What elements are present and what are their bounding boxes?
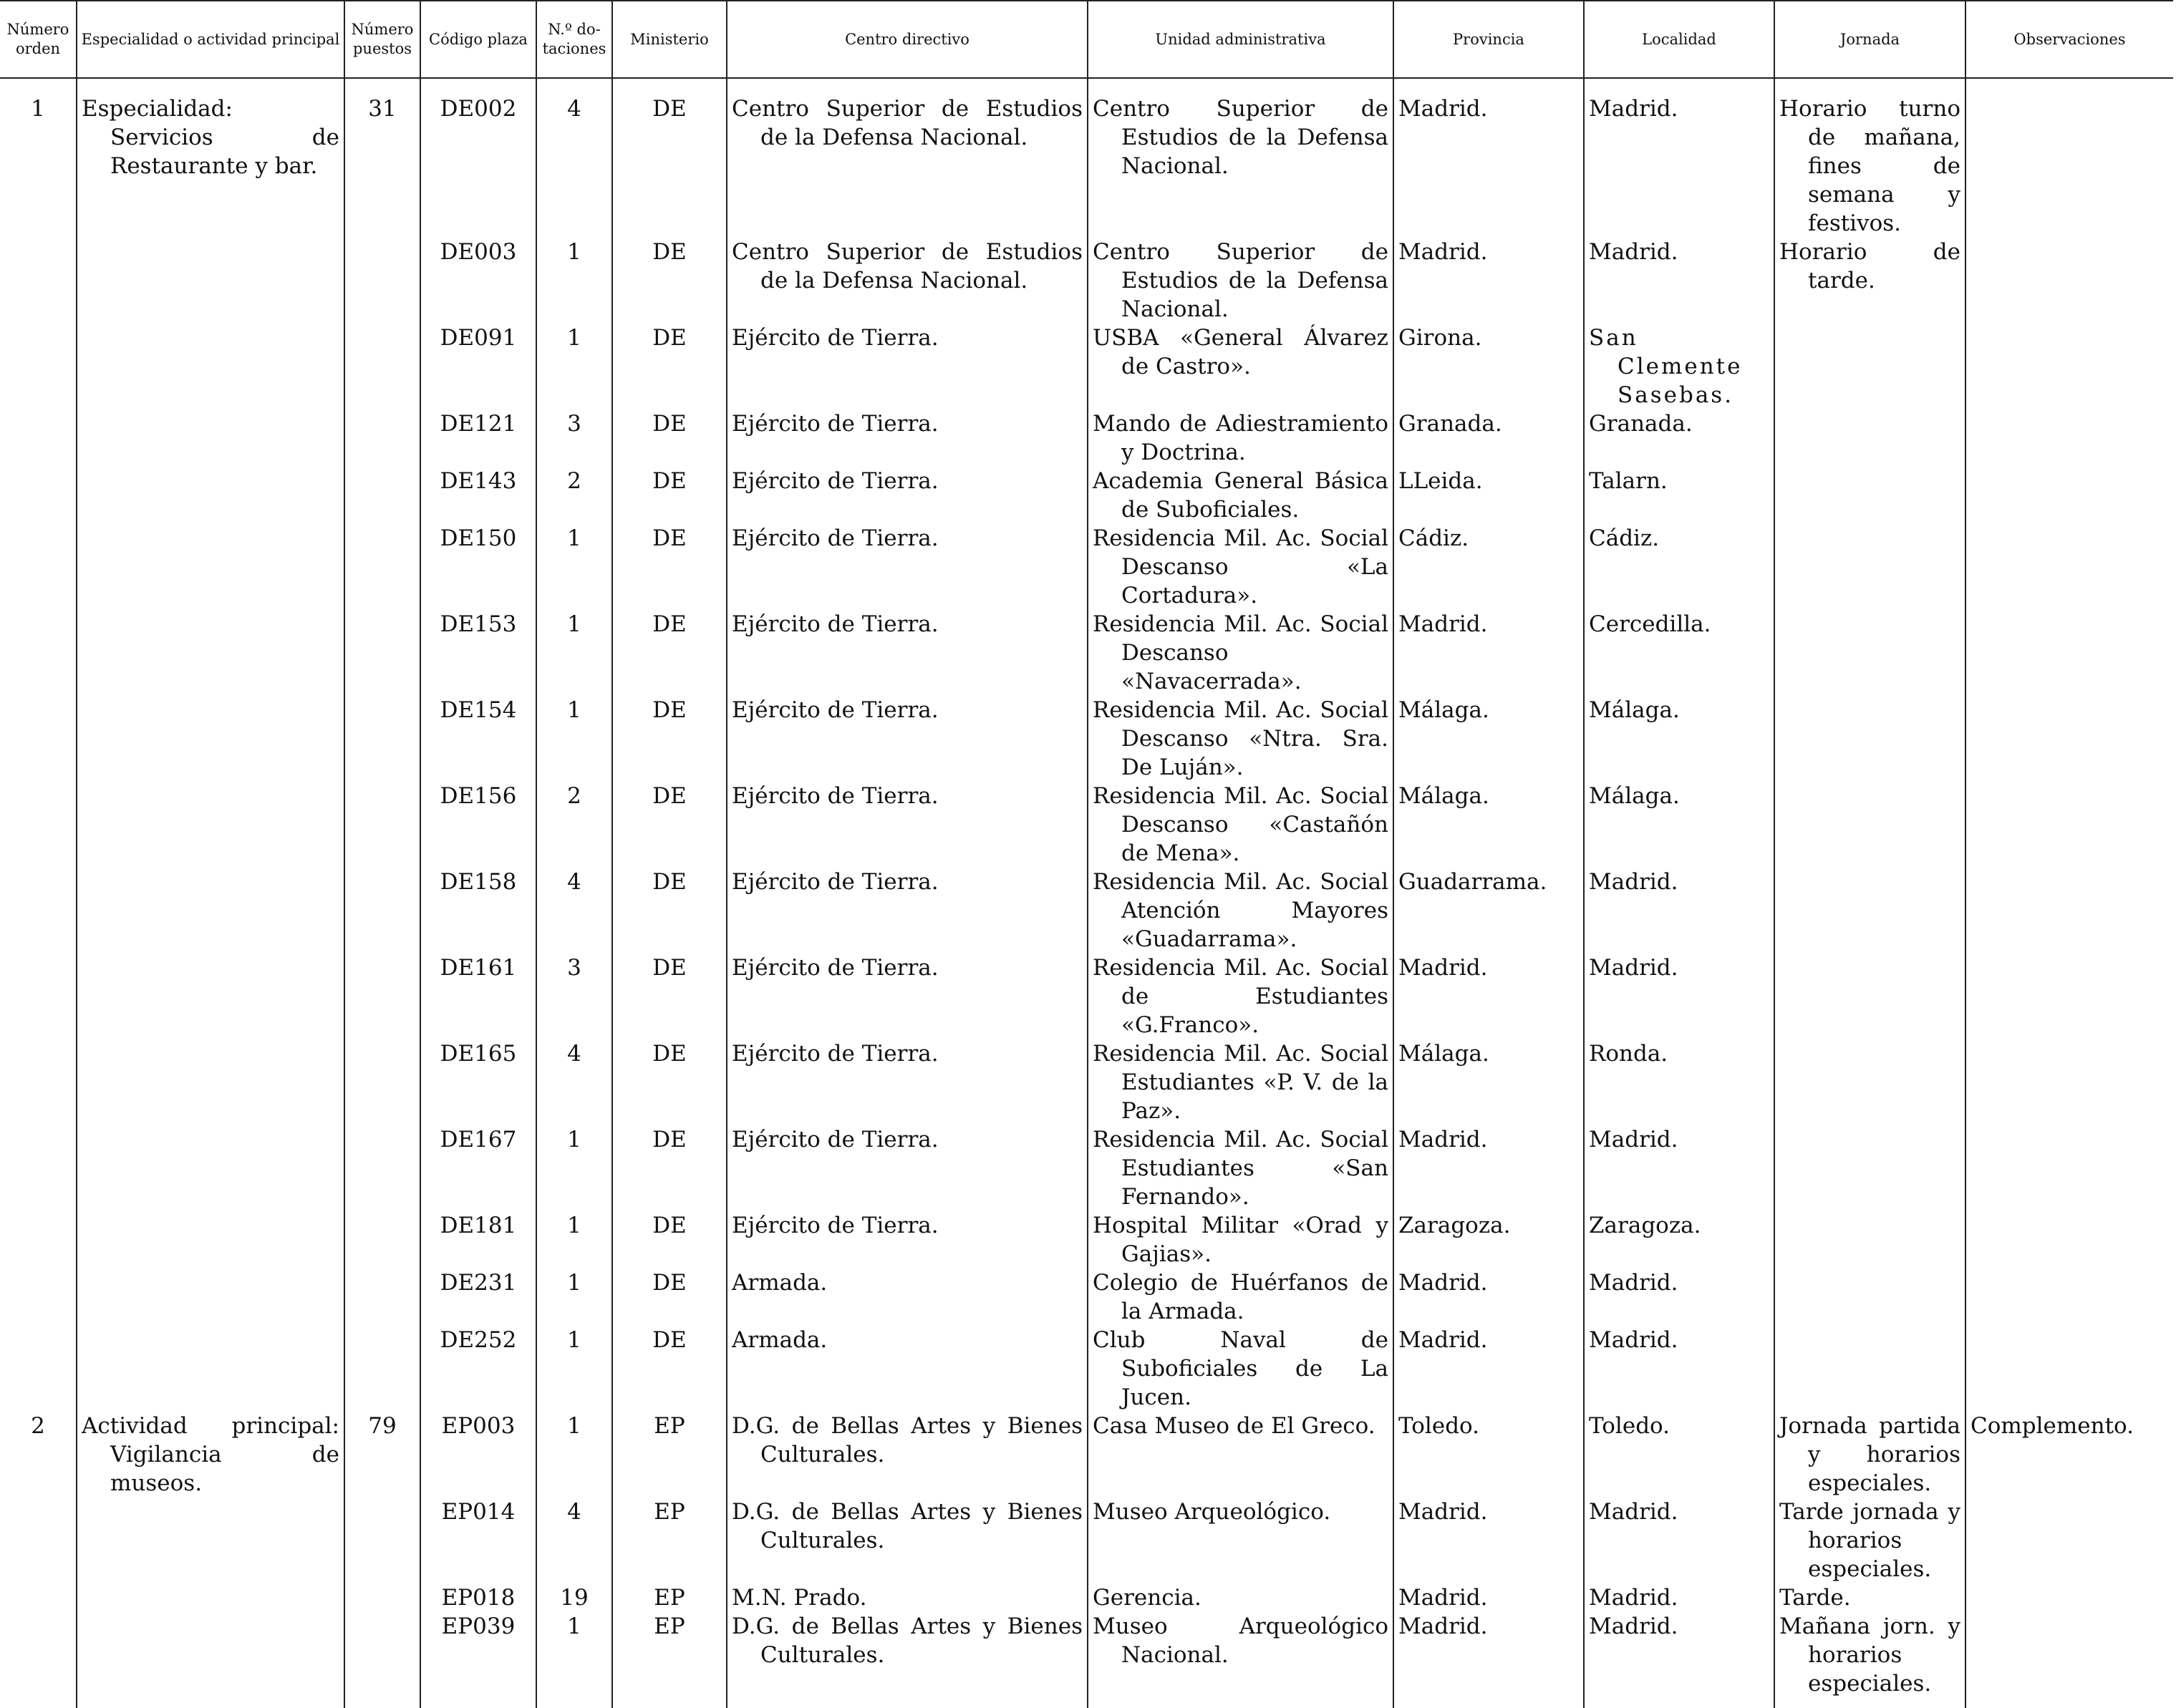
cell-codigo-plaza: DE231 — [420, 1268, 536, 1326]
cell-ministerio: DE — [612, 324, 727, 409]
cell-observaciones: Complemento. — [1965, 1412, 2173, 1498]
cell-especialidad — [77, 1211, 344, 1268]
cell-codigo-plaza: DE165 — [420, 1039, 536, 1125]
cell-numero-orden — [0, 409, 77, 467]
cell-jornada: Tarde jornada y horarios especiales. — [1774, 1498, 1965, 1583]
cell-localidad: Cercedilla. — [1584, 610, 1774, 696]
cell-observaciones — [1965, 324, 2173, 409]
cell-jornada — [1774, 1125, 1965, 1211]
cell-localidad: Zaragoza. — [1584, 1211, 1774, 1268]
cell-numero-puestos — [344, 238, 420, 324]
cell-especialidad — [77, 409, 344, 467]
cell-unidad-administrativa: Residencia Mil. Ac. Social Descanso «Navacerrada». — [1088, 610, 1393, 696]
cell-unidad-administrativa: Residencia Mil. Ac. Social Atención Mayores «Guadarrama». — [1088, 868, 1393, 954]
cell-centro-directivo: Ejército de Tierra. — [727, 1125, 1088, 1211]
cell-especialidad — [77, 324, 344, 409]
cell-localidad: Toledo. — [1584, 1412, 1774, 1498]
cell-numero-puestos — [344, 782, 420, 868]
cell-ministerio: DE — [612, 1326, 727, 1412]
cell-observaciones — [1965, 467, 2173, 524]
cell-codigo-plaza: DE158 — [420, 868, 536, 954]
cell-ministerio: DE — [612, 409, 727, 467]
cell-localidad: Madrid. — [1584, 1583, 1774, 1612]
cell-centro-directivo: Centro Superior de Estudios de la Defensa Nacional. — [727, 238, 1088, 324]
table-row — [0, 1268, 2173, 1326]
cell-unidad-administrativa: Centro Superior de Estudios de la Defensa Nacional. — [1088, 238, 1393, 324]
cell-unidad-administrativa: Mando de Adiestramiento y Doctrina. — [1088, 409, 1393, 467]
cell-codigo-plaza: EP018 — [420, 1583, 536, 1612]
cell-codigo-plaza: DE091 — [420, 324, 536, 409]
cell-numero-orden — [0, 1612, 77, 1698]
cell-localidad: Cádiz. — [1584, 524, 1774, 610]
cell-numero-puestos — [344, 1498, 420, 1583]
cell-unidad-administrativa: Club Naval de Suboficiales de La Jucen. — [1088, 1326, 1393, 1412]
cell-especialidad — [77, 1039, 344, 1125]
cell-jornada: Jornada partida y horarios especiales. — [1774, 1412, 1965, 1498]
cell-numero-orden — [0, 324, 77, 409]
cell-unidad-administrativa: Residencia Mil. Ac. Social Descanso «La Cortadura». — [1088, 524, 1393, 610]
header-codigo-plaza: Código plaza — [420, 1, 536, 78]
cell-centro-directivo: Ejército de Tierra. — [727, 696, 1088, 782]
cell-ministerio: DE — [612, 868, 727, 954]
cell-observaciones — [1965, 1211, 2173, 1268]
cell-dotaciones: 4 — [536, 1039, 612, 1125]
spacer-row — [0, 78, 2173, 94]
cell-codigo-plaza: DE167 — [420, 1125, 536, 1211]
cell-provincia: Madrid. — [1393, 1125, 1584, 1211]
cell-provincia: Madrid. — [1393, 1583, 1584, 1612]
cell-centro-directivo: D.G. de Bellas Artes y Bienes Culturales. — [727, 1612, 1088, 1698]
cell-especialidad — [77, 1326, 344, 1412]
cell-codigo-plaza: DE181 — [420, 1211, 536, 1268]
cell-localidad: Málaga. — [1584, 782, 1774, 868]
table-row — [0, 610, 2173, 696]
cell-codigo-plaza: DE161 — [420, 954, 536, 1039]
cell-jornada — [1774, 868, 1965, 954]
cell-unidad-administrativa: Residencia Mil. Ac. Social Estudiantes «P. V. de la Paz». — [1088, 1039, 1393, 1125]
cell-ministerio: DE — [612, 524, 727, 610]
cell-localidad: Madrid. — [1584, 1498, 1774, 1583]
cell-codigo-plaza: DE121 — [420, 409, 536, 467]
cell-dotaciones: 3 — [536, 409, 612, 467]
cell-jornada — [1774, 696, 1965, 782]
cell-especialidad — [77, 954, 344, 1039]
cell-dotaciones: 2 — [536, 467, 612, 524]
cell-unidad-administrativa: USBA «General Álvarez de Castro». — [1088, 324, 1393, 409]
cell-localidad: San Clemente Sasebas. — [1584, 324, 1774, 409]
header-centro-directivo: Centro directivo — [727, 1, 1088, 78]
cell-numero-puestos — [344, 610, 420, 696]
cell-numero-puestos — [344, 954, 420, 1039]
cell-dotaciones: 1 — [536, 1125, 612, 1211]
cell-especialidad — [77, 868, 344, 954]
cell-numero-orden — [0, 1039, 77, 1125]
cell-dotaciones: 4 — [536, 1498, 612, 1583]
cell-especialidad — [77, 1268, 344, 1326]
cell-codigo-plaza: DE002 — [420, 94, 536, 238]
cell-observaciones — [1965, 782, 2173, 868]
cell-provincia: LLeida. — [1393, 467, 1584, 524]
cell-especialidad — [77, 782, 344, 868]
cell-unidad-administrativa: Hospital Militar «Orad y Gajias». — [1088, 1211, 1393, 1268]
cell-especialidad — [77, 696, 344, 782]
cell-especialidad — [77, 1125, 344, 1211]
cell-codigo-plaza: EP003 — [420, 1412, 536, 1498]
cell-centro-directivo: Ejército de Tierra. — [727, 782, 1088, 868]
cell-centro-directivo: Armada. — [727, 1326, 1088, 1412]
cell-provincia: Madrid. — [1393, 94, 1584, 238]
cell-jornada: Horario de tarde. — [1774, 238, 1965, 324]
cell-ministerio: EP — [612, 1498, 727, 1583]
table-row — [0, 954, 2173, 1039]
cell-localidad: Ronda. — [1584, 1039, 1774, 1125]
cell-dotaciones: 1 — [536, 1211, 612, 1268]
header-especialidad: Especialidad o actividad principal — [77, 1, 344, 78]
cell-numero-orden — [0, 954, 77, 1039]
cell-numero-puestos — [344, 1326, 420, 1412]
cell-numero-orden — [0, 524, 77, 610]
cell-provincia: Málaga. — [1393, 1039, 1584, 1125]
table-body — [0, 78, 2173, 1708]
cell-especialidad — [77, 524, 344, 610]
header-ministerio: Ministerio — [612, 1, 727, 78]
cell-jornada — [1774, 1326, 1965, 1412]
header-unidad-administrativa: Unidad administrativa — [1088, 1, 1393, 78]
cell-dotaciones: 1 — [536, 324, 612, 409]
cell-numero-puestos — [344, 868, 420, 954]
cell-unidad-administrativa: Residencia Mil. Ac. Social Estudiantes «San Fernando». — [1088, 1125, 1393, 1211]
cell-numero-orden — [0, 1211, 77, 1268]
cell-centro-directivo: Ejército de Tierra. — [727, 1039, 1088, 1125]
cell-codigo-plaza: DE003 — [420, 238, 536, 324]
cell-numero-orden: 1 — [0, 94, 77, 238]
cell-observaciones — [1965, 610, 2173, 696]
cell-numero-puestos: 79 — [344, 1412, 420, 1498]
cell-numero-puestos — [344, 324, 420, 409]
cell-provincia: Guadarrama. — [1393, 868, 1584, 954]
cell-codigo-plaza: DE143 — [420, 467, 536, 524]
cell-jornada — [1774, 409, 1965, 467]
cell-provincia: Madrid. — [1393, 954, 1584, 1039]
cell-observaciones — [1965, 1583, 2173, 1612]
cell-localidad: Madrid. — [1584, 94, 1774, 238]
cell-numero-puestos — [344, 524, 420, 610]
cell-numero-puestos — [344, 1211, 420, 1268]
cell-centro-directivo: Ejército de Tierra. — [727, 524, 1088, 610]
cell-numero-orden — [0, 868, 77, 954]
header-numero-orden: Número orden — [0, 1, 77, 78]
cell-codigo-plaza: EP039 — [420, 1612, 536, 1698]
cell-provincia: Toledo. — [1393, 1412, 1584, 1498]
cell-ministerio: DE — [612, 1268, 727, 1326]
table-row — [0, 467, 2173, 524]
cell-observaciones — [1965, 409, 2173, 467]
cell-especialidad — [77, 238, 344, 324]
cell-jornada: Tarde. — [1774, 1583, 1965, 1612]
cell-ministerio: DE — [612, 1125, 727, 1211]
header-numero-puestos: Número puestos — [344, 1, 420, 78]
cell-ministerio: DE — [612, 1211, 727, 1268]
cell-especialidad: Actividad principal: Vigilancia de museos. — [77, 1412, 344, 1498]
cell-dotaciones: 4 — [536, 868, 612, 954]
cell-numero-puestos — [344, 1039, 420, 1125]
cell-unidad-administrativa: Gerencia. — [1088, 1583, 1393, 1612]
table-row — [0, 1583, 2173, 1612]
table-row — [0, 1039, 2173, 1125]
cell-localidad: Madrid. — [1584, 868, 1774, 954]
cell-provincia: Girona. — [1393, 324, 1584, 409]
cell-especialidad — [77, 1612, 344, 1698]
cell-unidad-administrativa: Museo Arqueológico Nacional. — [1088, 1612, 1393, 1698]
cell-provincia: Zaragoza. — [1393, 1211, 1584, 1268]
cell-dotaciones: 1 — [536, 524, 612, 610]
cell-centro-directivo: Ejército de Tierra. — [727, 409, 1088, 467]
cell-numero-puestos — [344, 696, 420, 782]
cell-dotaciones: 1 — [536, 1612, 612, 1698]
cell-provincia: Málaga. — [1393, 696, 1584, 782]
cell-unidad-administrativa: Residencia Mil. Ac. Social Descanso «Castañón de Mena». — [1088, 782, 1393, 868]
cell-jornada — [1774, 524, 1965, 610]
header-provincia: Provincia — [1393, 1, 1584, 78]
cell-ministerio: EP — [612, 1583, 727, 1612]
cell-ministerio: DE — [612, 610, 727, 696]
cell-ministerio: DE — [612, 954, 727, 1039]
cell-jornada — [1774, 954, 1965, 1039]
cell-dotaciones: 1 — [536, 696, 612, 782]
cell-jornada: Horario turno de mañana, fines de semana y festivos. — [1774, 94, 1965, 238]
cell-codigo-plaza: DE153 — [420, 610, 536, 696]
cell-especialidad — [77, 467, 344, 524]
cell-numero-orden — [0, 1326, 77, 1412]
cell-codigo-plaza: DE154 — [420, 696, 536, 782]
table-row — [0, 1612, 2173, 1698]
cell-codigo-plaza: EP014 — [420, 1498, 536, 1583]
cell-observaciones — [1965, 696, 2173, 782]
cell-ministerio: DE — [612, 1039, 727, 1125]
cell-centro-directivo: Centro Superior de Estudios de la Defensa Nacional. — [727, 94, 1088, 238]
cell-numero-puestos: 31 — [344, 94, 420, 238]
cell-observaciones — [1965, 238, 2173, 324]
cell-observaciones — [1965, 1612, 2173, 1698]
cell-numero-puestos — [344, 467, 420, 524]
cell-especialidad — [77, 1583, 344, 1612]
filler-row — [0, 1698, 2173, 1708]
cell-numero-orden — [0, 782, 77, 868]
cell-numero-orden — [0, 610, 77, 696]
cell-numero-orden — [0, 1268, 77, 1326]
cell-observaciones — [1965, 1268, 2173, 1326]
cell-localidad: Madrid. — [1584, 954, 1774, 1039]
cell-provincia: Madrid. — [1393, 610, 1584, 696]
cell-jornada — [1774, 1268, 1965, 1326]
cell-numero-orden — [0, 696, 77, 782]
cell-codigo-plaza: DE252 — [420, 1326, 536, 1412]
table-row — [0, 696, 2173, 782]
cell-numero-puestos — [344, 409, 420, 467]
cell-centro-directivo: D.G. de Bellas Artes y Bienes Culturales. — [727, 1498, 1088, 1583]
table-row — [0, 324, 2173, 409]
cell-ministerio: EP — [612, 1612, 727, 1698]
cell-dotaciones: 1 — [536, 238, 612, 324]
table-row — [0, 409, 2173, 467]
cell-provincia: Málaga. — [1393, 782, 1584, 868]
cell-unidad-administrativa: Museo Arqueológico. — [1088, 1498, 1393, 1583]
cell-localidad: Madrid. — [1584, 1612, 1774, 1698]
cell-observaciones — [1965, 868, 2173, 954]
header-dotaciones: N.º do-taciones — [536, 1, 612, 78]
cell-ministerio: DE — [612, 696, 727, 782]
table-header-row — [0, 1, 2173, 78]
cell-numero-orden — [0, 1583, 77, 1612]
cell-dotaciones: 1 — [536, 1412, 612, 1498]
cell-numero-orden: 2 — [0, 1412, 77, 1498]
cell-especialidad — [77, 1498, 344, 1583]
cell-localidad: Granada. — [1584, 409, 1774, 467]
cell-observaciones — [1965, 1326, 2173, 1412]
cell-numero-orden — [0, 467, 77, 524]
cell-observaciones — [1965, 94, 2173, 238]
cell-provincia: Madrid. — [1393, 1612, 1584, 1698]
cell-centro-directivo: Ejército de Tierra. — [727, 1211, 1088, 1268]
cell-localidad: Madrid. — [1584, 1268, 1774, 1326]
cell-centro-directivo: Ejército de Tierra. — [727, 868, 1088, 954]
cell-provincia: Granada. — [1393, 409, 1584, 467]
cell-provincia: Cádiz. — [1393, 524, 1584, 610]
header-observaciones: Observaciones — [1965, 1, 2173, 78]
cell-unidad-administrativa: Residencia Mil. Ac. Social Descanso «Ntra. Sra. De Luján». — [1088, 696, 1393, 782]
cell-numero-puestos — [344, 1125, 420, 1211]
table-row — [0, 94, 2173, 238]
cell-observaciones — [1965, 1125, 2173, 1211]
cell-localidad: Talarn. — [1584, 467, 1774, 524]
cell-numero-orden — [0, 238, 77, 324]
table-row — [0, 868, 2173, 954]
cell-provincia: Madrid. — [1393, 1268, 1584, 1326]
table-row — [0, 782, 2173, 868]
cell-numero-puestos — [344, 1583, 420, 1612]
cell-centro-directivo: Armada. — [727, 1268, 1088, 1326]
cell-centro-directivo: D.G. de Bellas Artes y Bienes Culturales. — [727, 1412, 1088, 1498]
cell-dotaciones: 4 — [536, 94, 612, 238]
cell-provincia: Madrid. — [1393, 1498, 1584, 1583]
cell-observaciones — [1965, 524, 2173, 610]
cell-dotaciones: 19 — [536, 1583, 612, 1612]
cell-provincia: Madrid. — [1393, 1326, 1584, 1412]
cell-unidad-administrativa: Colegio de Huérfanos de la Armada. — [1088, 1268, 1393, 1326]
cell-jornada — [1774, 1039, 1965, 1125]
cell-numero-puestos — [344, 1268, 420, 1326]
cell-localidad: Madrid. — [1584, 1125, 1774, 1211]
cell-ministerio: EP — [612, 1412, 727, 1498]
cell-ministerio: DE — [612, 94, 727, 238]
cell-observaciones — [1965, 954, 2173, 1039]
cell-localidad: Madrid. — [1584, 238, 1774, 324]
cell-dotaciones: 1 — [536, 610, 612, 696]
cell-jornada — [1774, 782, 1965, 868]
cell-unidad-administrativa: Residencia Mil. Ac. Social de Estudiantes «G.Franco». — [1088, 954, 1393, 1039]
cell-especialidad — [77, 610, 344, 696]
table-row — [0, 1326, 2173, 1412]
cell-centro-directivo: Ejército de Tierra. — [727, 610, 1088, 696]
cell-dotaciones: 1 — [536, 1326, 612, 1412]
cell-localidad: Málaga. — [1584, 696, 1774, 782]
cell-jornada — [1774, 1211, 1965, 1268]
table-row — [0, 1498, 2173, 1583]
cell-numero-puestos — [344, 1612, 420, 1698]
cell-jornada — [1774, 324, 1965, 409]
table-row — [0, 1125, 2173, 1211]
cell-jornada — [1774, 610, 1965, 696]
table-row — [0, 524, 2173, 610]
cell-ministerio: DE — [612, 782, 727, 868]
cell-provincia: Madrid. — [1393, 238, 1584, 324]
cell-localidad: Madrid. — [1584, 1326, 1774, 1412]
cell-centro-directivo: Ejército de Tierra. — [727, 324, 1088, 409]
header-jornada: Jornada — [1774, 1, 1965, 78]
cell-unidad-administrativa: Academia General Básica de Suboficiales. — [1088, 467, 1393, 524]
cell-unidad-administrativa: Casa Museo de El Greco. — [1088, 1412, 1393, 1498]
cell-jornada: Mañana jorn. y horarios especiales. — [1774, 1612, 1965, 1698]
cell-observaciones — [1965, 1039, 2173, 1125]
cell-jornada — [1774, 467, 1965, 524]
cell-centro-directivo: Ejército de Tierra. — [727, 954, 1088, 1039]
cell-observaciones — [1965, 1498, 2173, 1583]
header-localidad: Localidad — [1584, 1, 1774, 78]
cell-ministerio: DE — [612, 238, 727, 324]
cell-dotaciones: 3 — [536, 954, 612, 1039]
cell-dotaciones: 2 — [536, 782, 612, 868]
cell-codigo-plaza: DE156 — [420, 782, 536, 868]
cell-centro-directivo: M.N. Prado. — [727, 1583, 1088, 1612]
cell-ministerio: DE — [612, 467, 727, 524]
cell-codigo-plaza: DE150 — [420, 524, 536, 610]
cell-unidad-administrativa: Centro Superior de Estudios de la Defensa Nacional. — [1088, 94, 1393, 238]
cell-dotaciones: 1 — [536, 1268, 612, 1326]
cell-numero-orden — [0, 1125, 77, 1211]
table-row — [0, 238, 2173, 324]
table-row — [0, 1412, 2173, 1498]
cell-centro-directivo: Ejército de Tierra. — [727, 467, 1088, 524]
cell-numero-orden — [0, 1498, 77, 1583]
cell-especialidad: Especialidad: Servicios de Restaurante y bar. — [77, 94, 344, 238]
table-row — [0, 1211, 2173, 1268]
